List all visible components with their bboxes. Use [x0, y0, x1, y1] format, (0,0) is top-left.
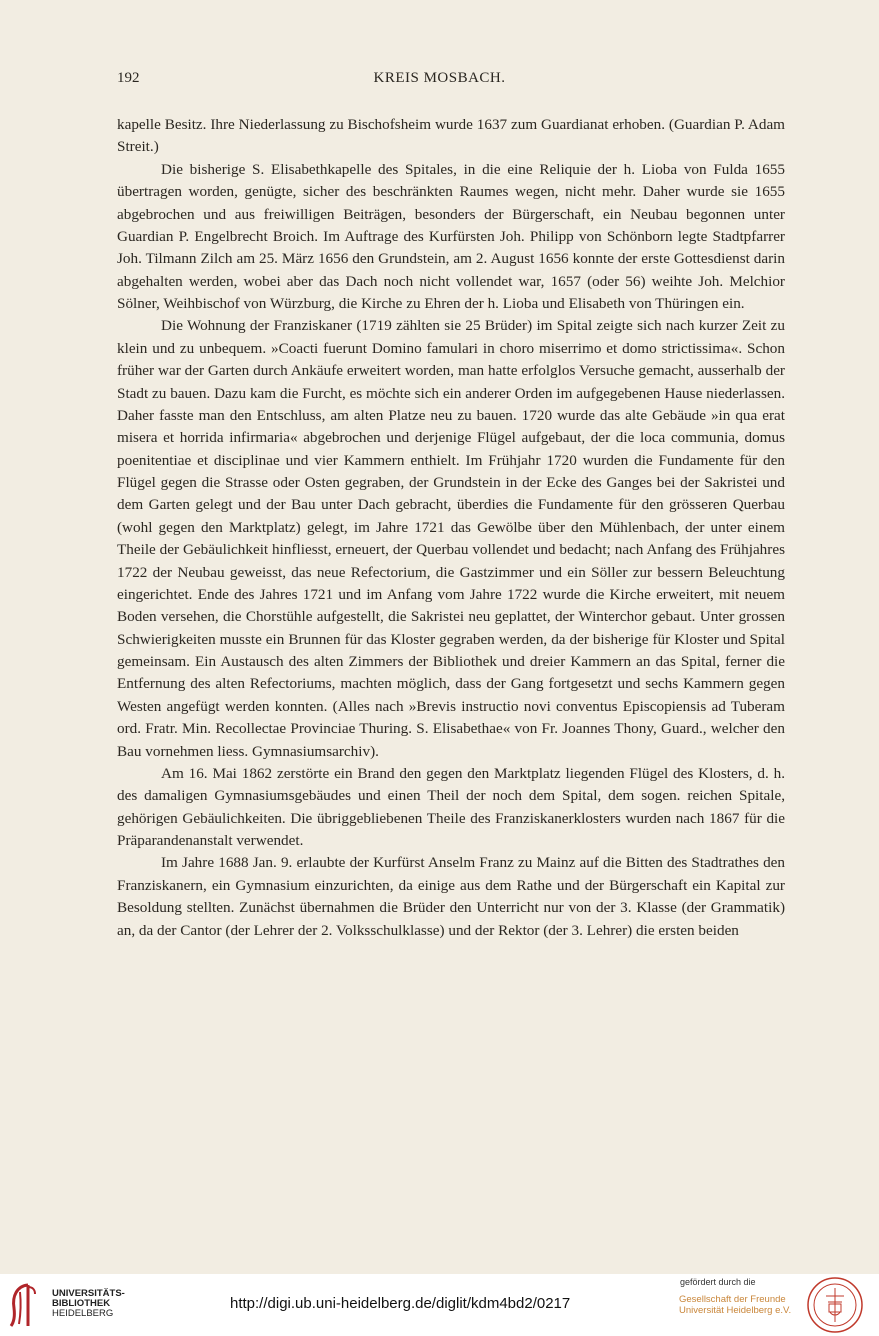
- running-head: KREIS MOSBACH.: [373, 70, 506, 86]
- page-number: 192: [117, 70, 140, 86]
- digitization-footer: [0, 1274, 879, 1336]
- library-line-1: UNIVERSITÄTS-: [52, 1288, 125, 1299]
- paragraph: Im Jahre 1688 Jan. 9. erlaubte der Kurfürst Anselm Franz zu Mainz auf die Bitten des Stadtrathes den Franziskanern, ein Gymnasium einzurichten, da einige aus dem Rathe und der Bürgerschaft ein Kapital zur Besoldung stellten. Zunächst übernahmen die Brüder den Unterricht nur von der 3. Klasse (der Grammatik) an, da der Cantor (der Lehrer der 2. Volksschulklasse) und der Rektor (der 3. Lehrer) die ersten beiden: [117, 854, 785, 939]
- funded-by-label: gefördert durch die: [680, 1277, 756, 1287]
- society-name[interactable]: [679, 1294, 791, 1316]
- digitization-url-link[interactable]: http://digi.ub.uni-heidelberg.de/diglit/kdm4bd2/0217: [230, 1295, 571, 1312]
- paragraph: Die Wohnung der Franziskaner (1719 zählten sie 25 Brüder) im Spital zeigte sich nach kurzer Zeit zu klein und zu unbequem. »Coacti fuerunt Domino famulari in choro miserrimo et domo strictissima«. Schon früher war der Garten durch Ankäufe erweitert worden, man hatte erfolglos Versuche gemacht, ausserhalb der Stadt zu bauen. Dazu kam die Furcht, es möchte sich ein anderer Orden im aufgegebenen Hause niederlassen. Daher fasste man den Entschluss, am alten Platze neu zu bauen. 1720 wurde das alte Gebäude »in qua erat misera et horrida infirmaria« abgebrochen und derjenige Flügel aufgebaut, der die loca communia, domus poenitentiae et disciplinae und vier Kammern enthielt. Im Frühjahr 1720 wurden die Fundamente für den Flügel gegen die Strasse oder Osten gegraben, der Grundstein in der Ecke des Ganges bei der Sakristei und dem Garten gelegt und der Bau unter Dach gebracht, überdies die Fundamente für den grösseren Querbau (wohl gegen den Marktplatz) gelegt, im Jahre 1721 das Gewölbe über den Mühlenbach, der unter einem Theile der Gebäulichkeit hinfliesst, erneuert, der Querbau vollendet und bedacht; nach Anfang des Frühjahres 1722 der Neubau geweisst, das neue Refectorium, die Gastzimmer und ein Söller zur bessern Beleuchtung eingerichtet. Ende des Jahres 1721 und im Anfang vom Jahre 1722 wurde die Kirche erweitert, mit neuem Boden versehen, die Chorstühle aufgestellt, die Sakristei neu geplattet, der Winterchor gebaut. Unter grossen Schwierigkeiten musste ein Brunnen für das Kloster gegraben werden, da der bisherige für Kloster und Spital gemeinsam. Ein Austausch des alten Zimmers der Bibliothek und dreier Kammern an das Spital, ferner die Entfernung des alten Refectoriums, machten möglich, dass der Gang fortgesetzt und sechs Kammern gegen Westen angefügt werden konnten. (Alles nach »Brevis instructio novi conventus Episcopiensis ad Tuberam ord. Fratr. Min. Recollectae Provinciae Thuring. S. Elisabethae« von Fr. Joannes Thony, Guard., welcher den Bau vornehmen liess. Gymnasiumsarchiv).: [117, 317, 785, 760]
- university-library-name[interactable]: [52, 1289, 125, 1319]
- society-line-1: Gesellschaft der Freunde: [679, 1294, 786, 1305]
- university-seal-icon: [806, 1276, 864, 1334]
- society-line-2: Universität Heidelberg e.V.: [679, 1305, 792, 1316]
- body-text: [117, 114, 785, 942]
- paragraph: Am 16. Mai 1862 zerstörte ein Brand den gegen den Marktplatz liegenden Flügel des Klosters, d. h. des damaligen Gymnasiumsgebäudes und einen Theil der noch dem Spital, dem sogen. reichen Spitale, gehörigen Gebäulichkeiten. Die übriggebliebenen Theile des Franziskanerklosters wurden nach 1867 für die Präparandenanstalt verwendet.: [117, 764, 785, 849]
- paragraph: Die bisherige S. Elisabethkapelle des Spitales, in die eine Reliquie der h. Lioba von Fulda 1655 übertragen worden, genügte, sicher des beschränkten Raumes wegen, nicht mehr. Daher wurde sie 1655 abgebrochen und aus freiwilligen Beiträgen, besonders der Bürgerschaft, ein Neubau begonnen unter Guardian P. Engelbrecht Broich. Im Auftrage des Kurfürsten Joh. Philipp von Schönborn legte Stadtpfarrer Joh. Tilmann Zilch am 25. März 1656 den Grundstein, am 2. August 1656 konnte der erste Gottesdienst darin abgehalten werden, wobei aber das Dach noch nicht vollendet war, 1657 (oder 56) weihte Joh. Melchior Sölner, Weihbischof von Würzburg, die Kirche zu Ehren der h. Lioba und Elisabeth von Thüringen ein.: [117, 160, 785, 312]
- paragraph: kapelle Besitz. Ihre Niederlassung zu Bischofsheim wurde 1637 zum Guardianat erhoben. (Guardian P. Adam Streit.): [117, 116, 785, 156]
- library-line-2: BIBLIOTHEK: [52, 1298, 111, 1309]
- library-line-3: HEIDELBERG: [52, 1308, 114, 1319]
- university-library-logo-icon[interactable]: [8, 1282, 38, 1328]
